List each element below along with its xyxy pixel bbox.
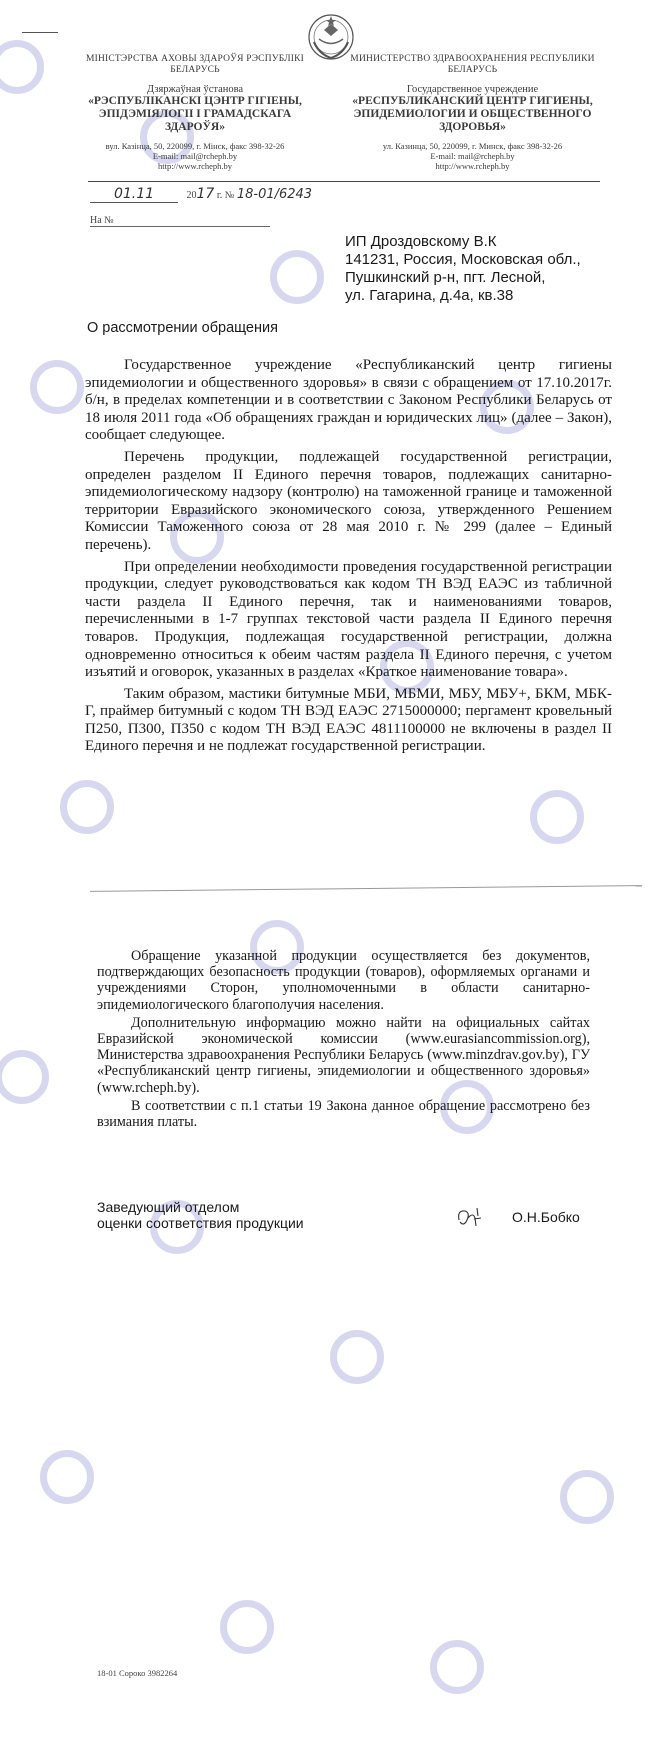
- header-left-address: вул. Казінца, 50, 220099, г. Мінск, факс 398-32-26: [105, 141, 285, 151]
- header-right-type: Государственное учреждение: [406, 84, 539, 95]
- registration-year: 17: [196, 186, 215, 202]
- header-right-name: «РЕСПУБЛИКАНСКИЙ ЦЕНТР ГИГИЕНЫ, ЭПИДЕМИОЛОГИИ И ОБЩЕСТВЕННОГО ЗДОРОВЬЯ»: [352, 95, 593, 133]
- watermark-ring: [530, 790, 584, 844]
- header-left-type: Дзяржаўная ўстанова: [146, 84, 244, 95]
- letter-body-page1: [85, 357, 612, 760]
- header-right-ministry: МИНИСТЕРСТВО ЗДРАВООХРАНЕНИЯ РЕСПУБЛИКИ БЕЛАРУСЬ: [350, 54, 595, 75]
- body-paragraph: Обращение указанной продукции осуществляется без документов, подтверждающих безопасность продукции (товаров), оформляемых органами и учреждениями Сторон, уполномоченными в области санитарно-эпидемиологического благополучия населения.: [97, 948, 590, 1013]
- watermark-ring: [270, 250, 324, 304]
- header-left-name: «РЭСПУБЛІКАНСКІ ЦЭНТР ГІГІЕНЫ, ЭПІДЭМІЯЛОГІІ І ГРАМАДСКАГА ЗДАРОЎЯ»: [88, 95, 302, 133]
- reference-label: На №: [90, 215, 114, 226]
- header-right-address: ул. Казинца, 50, 220099, г. Минск, факс 398-32-26: [382, 141, 563, 151]
- header-right: [335, 54, 610, 171]
- letter-subject: О рассмотрении обращения: [87, 320, 278, 336]
- body-paragraph: Дополнительную информацию можно найти на официальных сайтах Евразийской экономической комиссии (www.eurasiancommission.org), Министерства здравоохранения Республики Беларусь (www.minzdrav.gov.by), ГУ «Республиканский центр гигиены, эпидемиологии и общественного здоровья» (www.rcheph.by).: [97, 1014, 590, 1096]
- watermark-ring: [60, 780, 114, 834]
- registration-year-suffix: г. №: [216, 190, 235, 201]
- letter-body-page2: [97, 948, 590, 1132]
- registration-day: 01.11: [90, 186, 178, 203]
- watermark-ring: [30, 360, 84, 414]
- executor-footer: 18-01 Сороко 3982264: [97, 1668, 178, 1678]
- header-left-email: E-mail: mail@rcheph.by: [152, 151, 238, 161]
- header-left-web: http://www.rcheph.by: [157, 161, 233, 171]
- watermark-ring: [0, 40, 44, 94]
- corner-mark: [22, 32, 58, 33]
- signatory-name: О.Н.Бобко: [512, 1209, 580, 1225]
- page-break-line: [90, 885, 642, 892]
- registration-year-prefix: 20: [186, 190, 197, 201]
- handwritten-signature: [455, 1202, 489, 1230]
- body-paragraph: В соответствии с п.1 статьи 19 Закона данное обращение рассмотрено без взимания платы.: [97, 1097, 590, 1131]
- recipient-line: ИП Дроздовскому В.К: [345, 233, 497, 250]
- watermark-ring: [220, 1600, 274, 1654]
- body-paragraph: При определении необходимости проведения государственной регистрации продукции, следует руководствоваться как кодом ТН ВЭД ЕАЭС из табличной части раздела II Единого перечня, так и наименованиями товаров, перечисленными в 1-7 группах текстовой части раздела II Единого перечня товаров. Продукция, подлежащая государственной регистрации, должна одновременно относиться к обеим частям раздела II Единого перечня, с учетом изъятий и оговорок, указанных в разделах «Краткое наименование товара».: [85, 558, 612, 681]
- reference-line: [90, 215, 270, 227]
- registration-line: [90, 186, 340, 203]
- watermark-ring: [430, 1640, 484, 1694]
- body-paragraph: Перечень продукции, подлежащей государственной регистрации, определен разделом II Единого перечня товаров, подлежащих санитарно-эпидемиологическому надзору (контролю) на таможенной границе и таможенной территории Евразийского экономического союза, утвержденного Решением Комиссии Таможенного союза от 28 мая 2010 г. № 299 (далее – Единый перечень).: [85, 448, 612, 553]
- header-right-email: E-mail: mail@rcheph.by: [430, 151, 515, 161]
- header-right-web: http://www.rcheph.by: [435, 161, 510, 171]
- registration-number: 18-01/6243: [236, 187, 313, 202]
- signatory-position-line: оценки соответствия продукции: [97, 1215, 304, 1231]
- recipient-address: [345, 233, 581, 305]
- recipient-line: 141231, Россия, Московская обл.,: [345, 251, 581, 268]
- body-paragraph: Государственное учреждение «Республиканский центр гигиены эпидемиологии и общественного здоровья» в связи с обращением от 17.10.2017г. б/н, в пределах компетенции и в соответствии с Законом Республики Беларусь от 18 июля 2011 года «Об обращениях граждан и юридических лиц» (далее – Закон), сообщает следующее.: [85, 357, 612, 444]
- recipient-line: Пушкинский р-н, пгт. Лесной,: [345, 269, 546, 286]
- watermark-ring: [0, 1050, 49, 1104]
- watermark-ring: [40, 1450, 94, 1504]
- watermark-ring: [330, 1330, 384, 1384]
- recipient-line: ул. Гагарина, д.4а, кв.38: [345, 287, 514, 304]
- signatory-position-line: Заведующий отделом: [97, 1199, 240, 1215]
- header-left: [70, 54, 320, 171]
- body-paragraph: Таким образом, мастики битумные МБИ, МБМИ, МБУ, МБУ+, БКМ, МБК-Г, праймер битумный с кодом ТН ВЭД ЕАЭС 2715000000; пергамент кровельный П250, П300, П350 с кодом ТН ВЭД ЕАЭС 4811100000 не включены в раздел II Единого перечня и не подлежат государственной регистрации.: [85, 685, 612, 755]
- watermark-ring: [560, 1470, 614, 1524]
- header-divider: [88, 181, 600, 182]
- signatory-position: [97, 1199, 304, 1231]
- header-left-ministry: МІНІСТЭРСТВА АХОВЫ ЗДАРОЎЯ РЭСПУБЛІКІ БЕЛАРУСЬ: [85, 54, 305, 75]
